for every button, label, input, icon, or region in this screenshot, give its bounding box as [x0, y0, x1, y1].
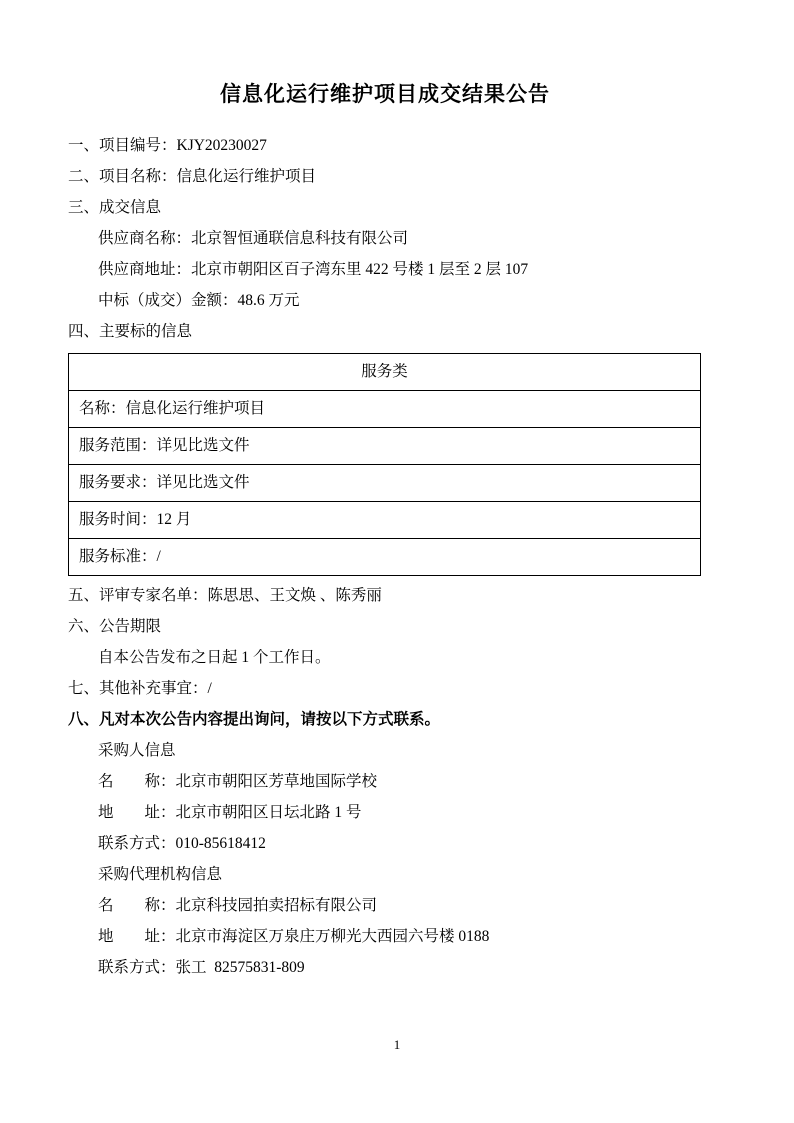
table-cell-requirement: 服务要求：详见比选文件 — [69, 465, 701, 502]
main-target-table — [68, 353, 701, 576]
section-experts: 五、评审专家名单：陈思思、王文焕 、陈秀丽 — [68, 587, 382, 604]
section-project-number: 一、项目编号：KJY20230027 — [68, 137, 267, 154]
supplier-address: 供应商地址：北京市朝阳区百子湾东里 422 号楼 1 层至 2 层 107 — [98, 261, 529, 278]
section-project-name: 二、项目名称：信息化运行维护项目 — [68, 168, 317, 185]
table-row — [69, 428, 701, 465]
agency-name: 名 称：北京科技园拍卖招标有限公司 — [98, 897, 378, 914]
purchaser-info-heading: 采购人信息 — [98, 742, 176, 759]
award-amount: 中标（成交）金额：48.6 万元 — [98, 292, 300, 309]
table-header-row — [69, 354, 701, 391]
table-row — [69, 502, 701, 539]
table-row — [69, 539, 701, 576]
agency-info-heading: 采购代理机构信息 — [98, 866, 223, 883]
purchaser-address: 地 址：北京市朝阳区日坛北路 1 号 — [98, 804, 362, 821]
section-notice-period-heading: 六、公告期限 — [68, 618, 162, 635]
supplier-name: 供应商名称：北京智恒通联信息科技有限公司 — [98, 230, 409, 247]
table-row — [69, 391, 701, 428]
agency-address: 地 址：北京市海淀区万泉庄万柳光大西园六号楼 0188 — [98, 928, 490, 945]
section-award-info-heading: 三、成交信息 — [68, 199, 162, 216]
page-number: 1 — [393, 1037, 401, 1052]
agency-contact: 联系方式：张工 82575831-809 — [98, 959, 305, 976]
table-cell-standard: 服务标准：/ — [69, 539, 701, 576]
page-title: 信息化运行维护项目成交结果公告 — [220, 81, 550, 106]
purchaser-name: 名 称：北京市朝阳区芳草地国际学校 — [98, 773, 378, 790]
section-main-target-heading: 四、主要标的信息 — [68, 323, 193, 340]
table-row — [69, 465, 701, 502]
notice-period-text: 自本公告发布之日起 1 个工作日。 — [98, 649, 331, 666]
section-contact-heading: 八、凡对本次公告内容提出询问，请按以下方式联系。 — [68, 711, 441, 728]
section-other-matters: 七、其他补充事宜：/ — [68, 680, 212, 697]
table-cell-scope: 服务范围：详见比选文件 — [69, 428, 701, 465]
table-cell-duration: 服务时间：12 月 — [69, 502, 701, 539]
purchaser-contact: 联系方式：010-85618412 — [98, 835, 266, 852]
table-cell-name: 名称：信息化运行维护项目 — [69, 391, 701, 428]
table-header-cell: 服务类 — [69, 354, 701, 391]
